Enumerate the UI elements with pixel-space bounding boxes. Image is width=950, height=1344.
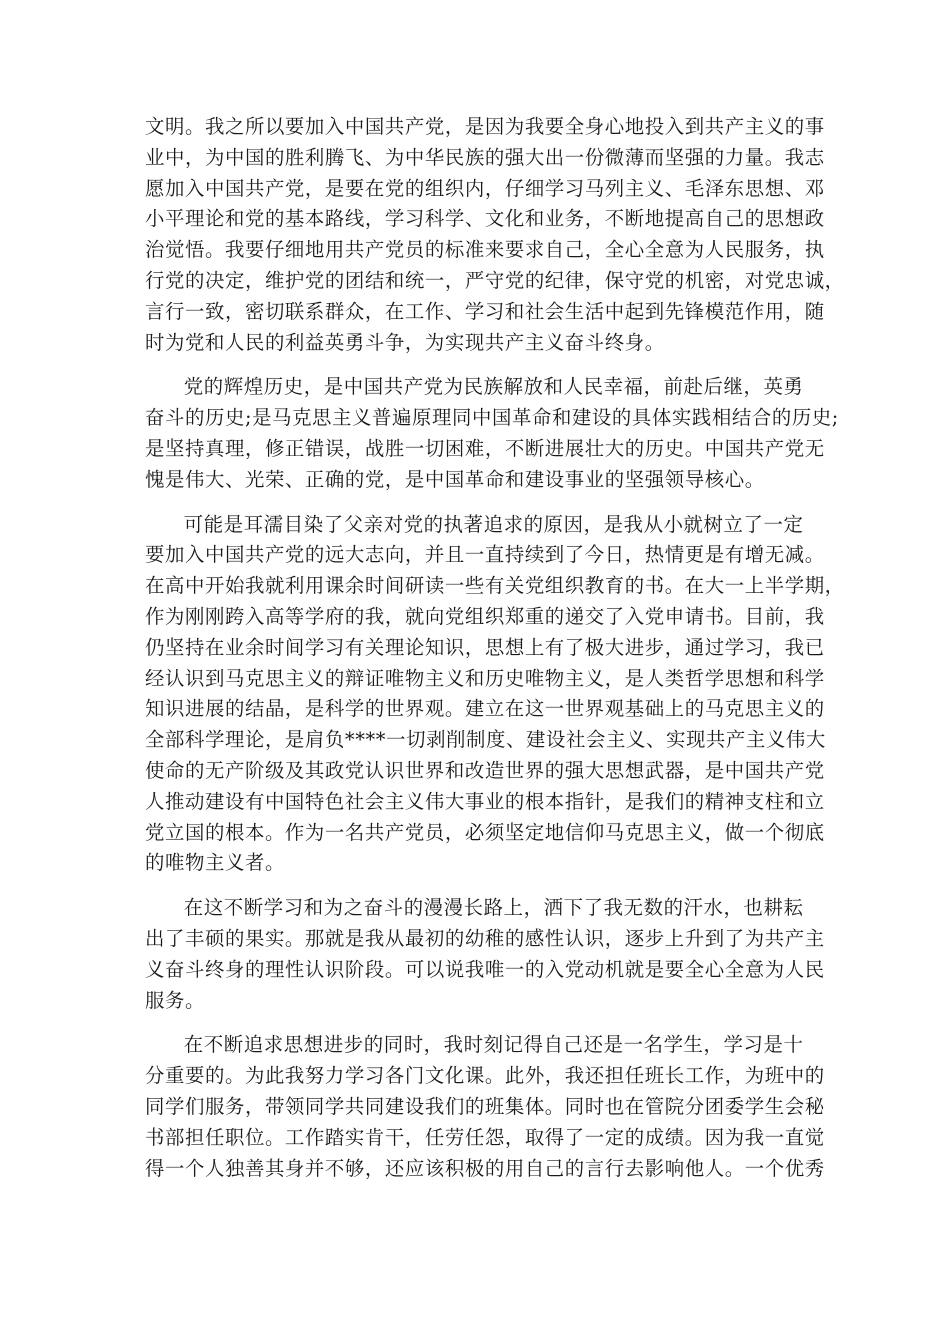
text-line: 知识进展的结晶，是科学的世界观。建立在这一世界观基础上的马克思主义的 bbox=[145, 697, 825, 721]
text-line: 小平理论和党的基本路线，学习科学、文化和业务，不断地提高自己的思想政 bbox=[145, 207, 825, 231]
text-line: 党立国的根本。作为一名共产党员，必须坚定地信仰马克思主义，做一个彻底 bbox=[145, 820, 825, 844]
text-line: 愧是伟大、光荣、正确的党，是中国革命和建设事业的坚强领导核心。 bbox=[145, 467, 765, 491]
text-line: 在高中开始我就利用课余时间研读一些有关党组织教育的书。在大一上半学期， bbox=[145, 574, 845, 598]
text-line: 服务。 bbox=[145, 988, 205, 1012]
text-line: 时为党和人民的利益英勇斗争，为实现共产主义奋斗终身。 bbox=[145, 330, 665, 354]
text-line: 是坚持真理，修正错误，战胜一切困难，不断进展壮大的历史。中国共产党无 bbox=[145, 436, 825, 460]
text-line: 人推动建设有中国特色社会主义伟大事业的根本指针，是我们的精神支柱和立 bbox=[145, 789, 825, 813]
paragraph-5 bbox=[145, 1030, 825, 1184]
text-line: 分重要的。为此我努力学习各门文化课。此外，我还担任班长工作，为班中的 bbox=[145, 1064, 825, 1088]
text-line: 的唯物主义者。 bbox=[145, 851, 285, 875]
text-line: 使命的无产阶级及其政党认识世界和改造世界的强大思想武器，是中国共产党 bbox=[145, 758, 825, 782]
text-line: 作为刚刚跨入高等学府的我，就向党组织郑重的递交了入党申请书。目前，我 bbox=[145, 604, 825, 628]
paragraph-3 bbox=[145, 510, 845, 880]
text-line: 经认识到马克思主义的辩证唯物主义和历史唯物主义，是人类哲学思想和科学 bbox=[145, 666, 825, 690]
text-line: 党的辉煌历史，是中国共产党为民族解放和人民幸福，前赴后继，英勇 bbox=[183, 375, 804, 399]
text-line: 言行一致，密切联系群众，在工作、学习和社会生活中起到先锋模范作用，随 bbox=[145, 299, 825, 323]
document-page bbox=[145, 112, 845, 1198]
text-line: 可能是耳濡目染了父亲对党的执著追求的原因，是我从小就树立了一定 bbox=[183, 512, 804, 536]
text-line: 行党的决定，维护党的团结和统一，严守党的纪律，保守党的机密，对党忠诚， bbox=[145, 268, 845, 292]
text-line: 要加入中国共产党的远大志向，并且一直持续到了今日，热情更是有增无减。 bbox=[145, 543, 825, 567]
text-line: 文明。我之所以要加入中国共产党，是因为我要全身心地投入到共产主义的事 bbox=[145, 115, 825, 138]
paragraph-1 bbox=[145, 112, 845, 358]
paragraph-2 bbox=[145, 372, 839, 495]
text-line: 愿加入中国共产党，是要在党的组织内，仔细学习马列主义、毛泽东思想、邓 bbox=[145, 176, 825, 200]
paragraph-4 bbox=[145, 893, 825, 1016]
text-line: 治觉悟。我要仔细地用共产党员的标准来要求自己，全心全意为人民服务，执 bbox=[145, 238, 825, 262]
text-line: 书部担任职位。工作踏实肯干，任劳任怨，取得了一定的成绩。因为我一直觉 bbox=[145, 1125, 825, 1149]
text-line: 在不断追求思想进步的同时，我时刻记得自己还是一名学生，学习是十 bbox=[183, 1033, 804, 1057]
text-line: 义奋斗终身的理性认识阶段。可以说我唯一的入党动机就是要全心全意为人民 bbox=[145, 957, 825, 981]
text-line: 在这不断学习和为之奋斗的漫漫长路上，洒下了我无数的汗水，也耕耘 bbox=[183, 896, 804, 920]
text-line: 同学们服务，带领同学共同建设我们的班集体。同时也在管院分团委学生会秘 bbox=[145, 1094, 825, 1118]
text-line: 奋斗的历史;是马克思主义普遍原理同中国革命和建设的具体实践相结合的历史; bbox=[145, 406, 839, 430]
text-line: 全部科学理论，是肩负****一切剥削制度、建设社会主义、实现共产主义伟大 bbox=[145, 728, 826, 752]
text-line: 业中，为中国的胜利腾飞、为中华民族的强大出一份微薄而坚强的力量。我志 bbox=[145, 145, 825, 169]
text-line: 出了丰硕的果实。那就是我从最初的幼稚的感性认识，逐步上升到了为共产主 bbox=[145, 926, 825, 950]
text-line: 仍坚持在业余时间学习有关理论知识，思想上有了极大进步，通过学习，我已 bbox=[145, 635, 825, 659]
text-line: 得一个人独善其身并不够，还应该积极的用自己的言行去影响他人。一个优秀 bbox=[145, 1156, 825, 1180]
